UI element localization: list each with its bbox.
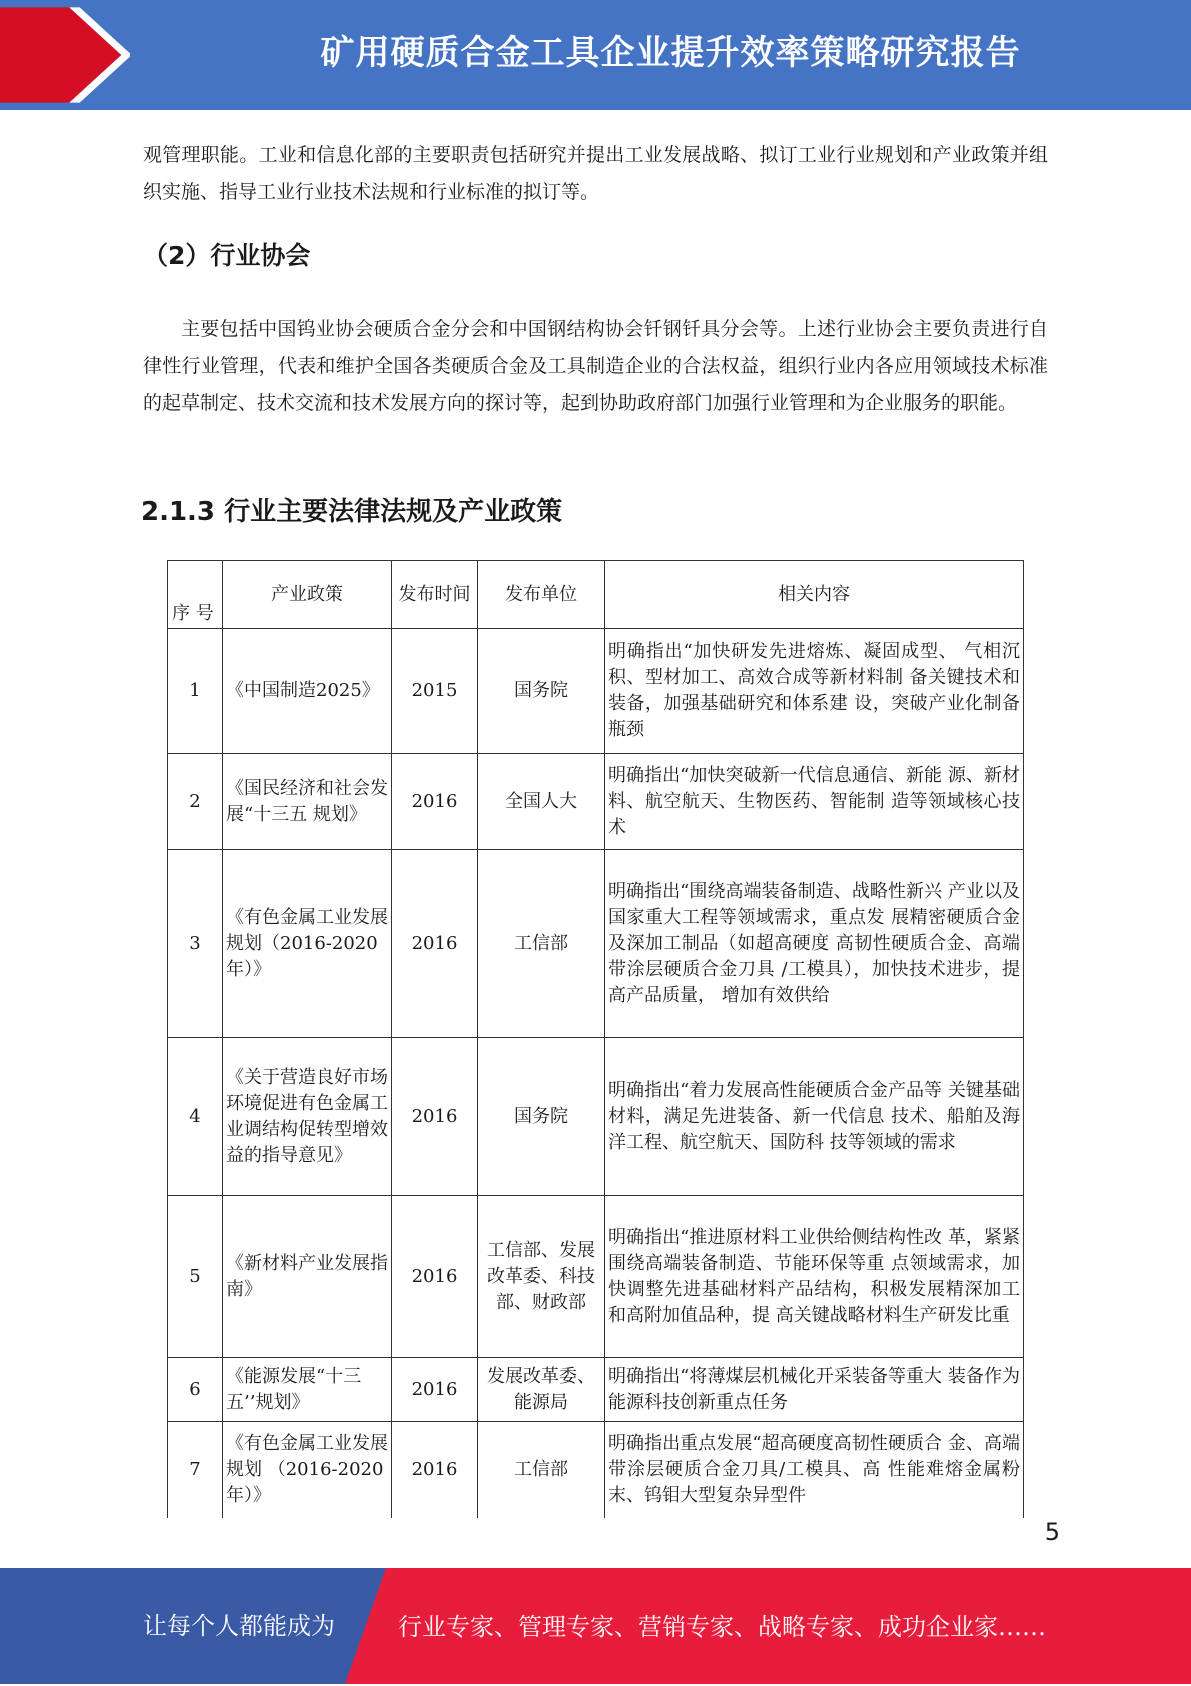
cell-seq: 5	[168, 1196, 223, 1358]
header-time: 发布时间	[392, 561, 478, 629]
table-row	[168, 1038, 1024, 1196]
header-content: 相关内容	[605, 561, 1024, 629]
table-header-row	[168, 561, 1024, 629]
policy-table	[167, 560, 1024, 1518]
cell-policy: 《有色金属工业发展规划（2016-2020 年）》	[223, 850, 392, 1038]
cell-year: 2016	[392, 1358, 478, 1422]
cell-issuer: 发展改革委、能源局	[478, 1358, 605, 1422]
page-header	[0, 0, 1191, 110]
cell-year: 2016	[392, 850, 478, 1038]
table-row	[168, 1358, 1024, 1422]
cell-content: 明确指出重点发展“超高硬度高韧性硬质合 金、高端带涂层硬质合金刀具/工模具、高 性能难熔金属粉末、钨钼大型复杂异型件	[605, 1422, 1024, 1518]
cell-seq: 3	[168, 850, 223, 1038]
page-footer	[0, 1568, 1191, 1684]
cell-seq: 2	[168, 754, 223, 850]
footer-slogan-left: 让每个人都能成为	[143, 1612, 335, 1640]
cell-seq: 6	[168, 1358, 223, 1422]
cell-policy: 《关于营造良好市场环境促进有色金属工业调结构促转型增效益的指导意见》	[223, 1038, 392, 1196]
paragraph-continuation: 观管理职能。工业和信息化部的主要职责包括研究并提出工业发展战略、拟订工业行业规划和产业政策并组织实施、指导工业行业技术法规和行业标准的拟订等。	[143, 144, 1048, 203]
cell-content: 明确指出“加快突破新一代信息通信、新能 源、新材料、航空航天、生物医药、智能制 造等领域核心技术	[605, 754, 1024, 850]
subheading-industry-association: （2）行业协会	[143, 241, 311, 270]
section-heading: 2.1.3 行业主要法律法规及产业政策	[141, 497, 563, 527]
cell-issuer: 国务院	[478, 1038, 605, 1196]
report-title: 矿用硬质合金工具企业提升效率策略研究报告	[320, 33, 1021, 73]
footer-slogan-right: 行业专家、管理专家、营销专家、战略专家、成功企业家……	[398, 1613, 1046, 1641]
cell-issuer: 工信部	[478, 850, 605, 1038]
cell-issuer: 全国人大	[478, 754, 605, 850]
cell-policy: 《国民经济和社会发展“十三五 规划》	[223, 754, 392, 850]
table-row	[168, 754, 1024, 850]
page-number: 5	[1044, 1518, 1060, 1546]
cell-year: 2016	[392, 1038, 478, 1196]
cell-content: 明确指出“着力发展高性能硬质合金产品等 关键基础材料，满足先进装备、新一代信息 技术、船舶及海洋工程、航空航天、国防科 技等领域的需求	[605, 1038, 1024, 1196]
cell-seq: 1	[168, 629, 223, 754]
cell-policy: 《有色金属工业发展规划 （2016-2020 年）》	[223, 1422, 392, 1518]
cell-year: 2016	[392, 1422, 478, 1518]
header-issuer: 发布单位	[478, 561, 605, 629]
cell-content: 明确指出“推进原材料工业供给侧结构性改 革，紧紧围绕高端装备制造、节能环保等重 点领域需求，加快调整先进基础材料产品结构，积极发展精深加工和高附加值品种，提 高关键战略材料生产研发比重	[605, 1196, 1024, 1358]
header-chevron-decoration	[0, 0, 130, 110]
cell-seq: 7	[168, 1422, 223, 1518]
table-row	[168, 850, 1024, 1038]
paragraph-association: 主要包括中国钨业协会硬质合金分会和中国钢结构协会钎钢钎具分会等。上述行业协会主要负责进行自律性行业管理，代表和维护全国各类硬质合金及工具制造企业的合法权益，组织行业内各应用领域技术标准的起草制定、技术交流和技术发展方向的探讨等，起到协助政府部门加强行业管理和为企业服务的职能。	[143, 318, 1048, 414]
cell-year: 2016	[392, 1196, 478, 1358]
cell-issuer: 工信部	[478, 1422, 605, 1518]
header-seq: 序 号	[168, 561, 223, 629]
cell-policy: 《中国制造2025》	[223, 629, 392, 754]
cell-issuer: 工信部、发展改革委、科技部、财政部	[478, 1196, 605, 1358]
cell-policy: 《新材料产业发展指南》	[223, 1196, 392, 1358]
cell-seq: 4	[168, 1038, 223, 1196]
cell-year: 2016	[392, 754, 478, 850]
table-row	[168, 1196, 1024, 1358]
cell-content: 明确指出“围绕高端装备制造、战略性新兴 产业以及国家重大工程等领域需求，重点发 展精密硬质合金及深加工制品（如超高硬度 高韧性硬质合金、高端带涂层硬质合金刀具 /工模具），加快技术进步，提高产品质量， 增加有效供给	[605, 850, 1024, 1038]
cell-content: 明确指出“将薄煤层机械化开采装备等重大 装备作为能源科技创新重点任务	[605, 1358, 1024, 1422]
cell-policy: 《能源发展“十三五’’规划》	[223, 1358, 392, 1422]
cell-issuer: 国务院	[478, 629, 605, 754]
table-row	[168, 629, 1024, 754]
cell-content: 明确指出“加快研发先进熔炼、凝固成型、 气相沉积、型材加工、高效合成等新材料制 备关键技术和装备，加强基础研究和体系建 设，突破产业化制备瓶颈	[605, 629, 1024, 754]
table-row	[168, 1422, 1024, 1518]
cell-year: 2015	[392, 629, 478, 754]
header-policy: 产业政策	[223, 561, 392, 629]
